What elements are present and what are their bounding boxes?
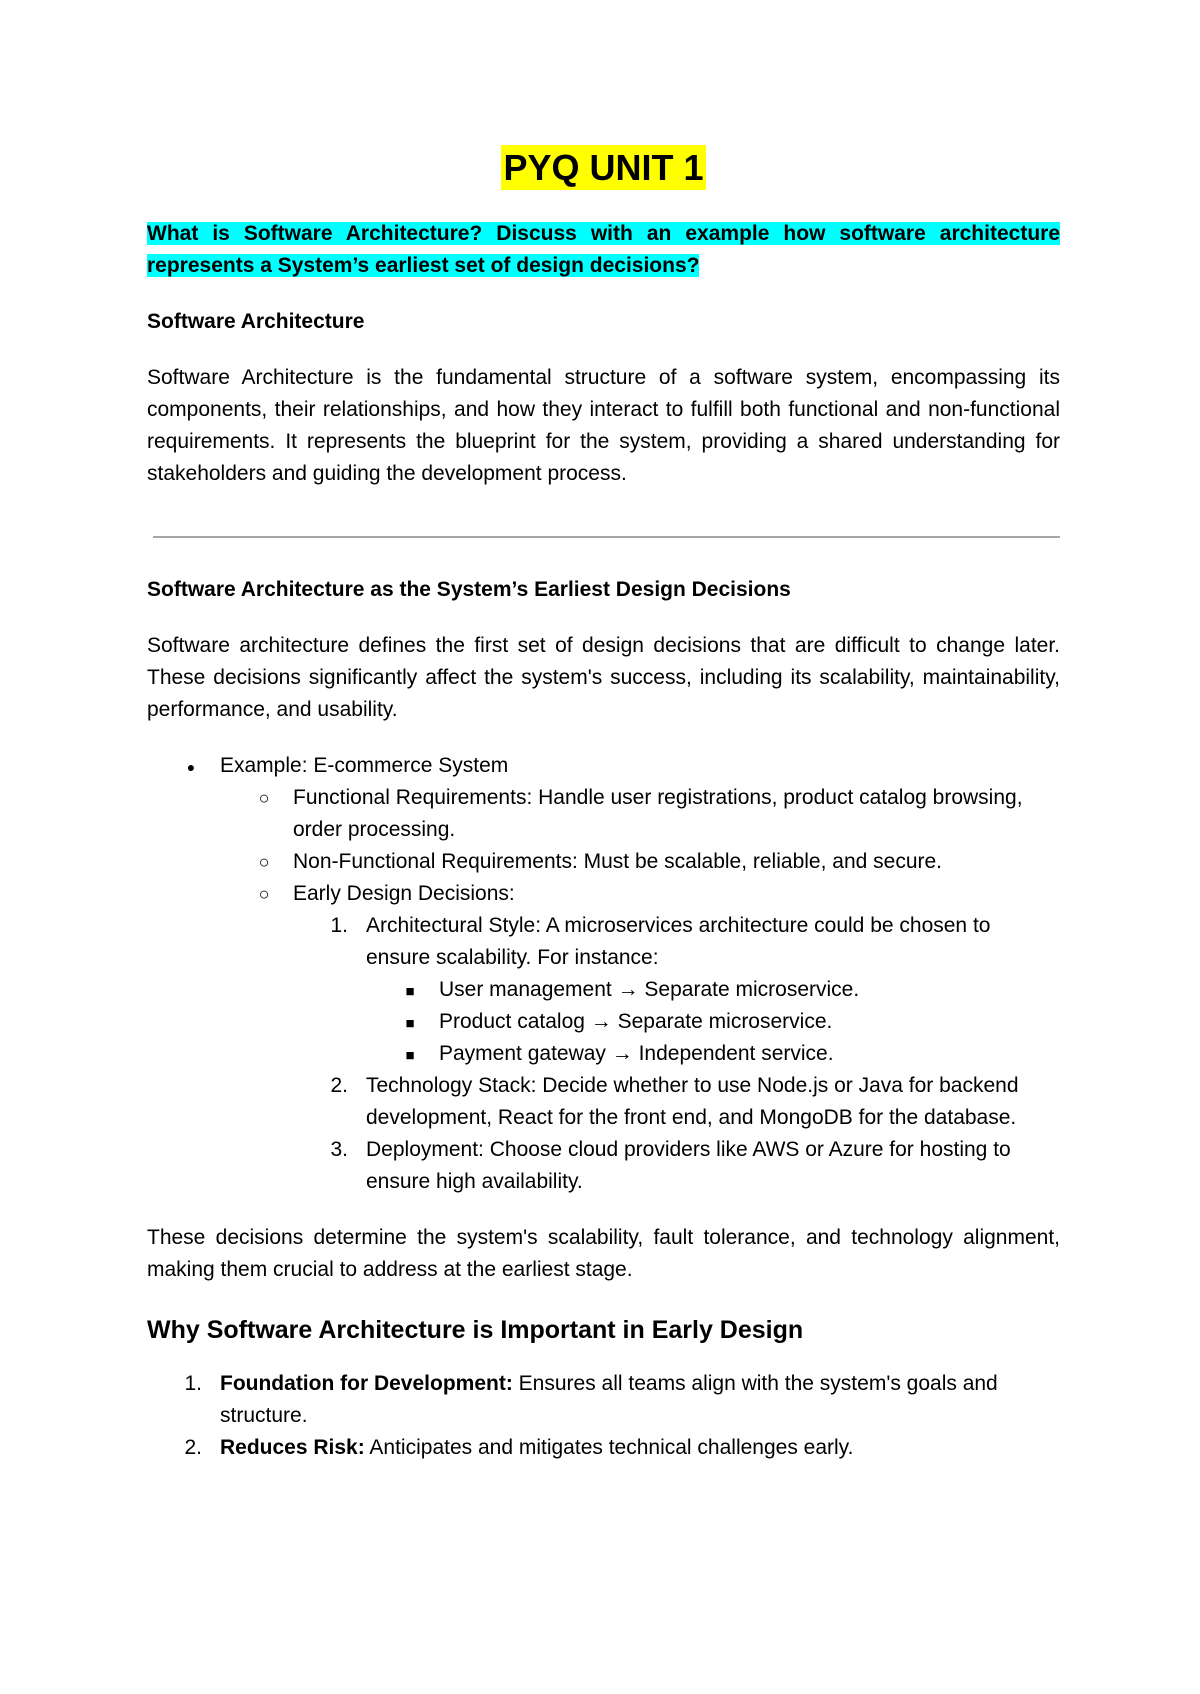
list-item <box>0 878 1060 910</box>
list-number: 3. <box>330 1138 348 1161</box>
list-item <box>0 974 1060 1006</box>
list-number: 2. <box>330 1074 348 1097</box>
horizontal-divider <box>153 536 1060 538</box>
list-item <box>0 782 1060 846</box>
section-heading-software-architecture: Software Architecture <box>147 310 365 333</box>
list-item <box>0 1070 1060 1134</box>
list-item <box>0 910 1060 974</box>
list-item-text: Product catalog → Separate microservice. <box>439 1010 833 1033</box>
list-item-text: Ensures all teams align with the system's goals and structure. <box>220 1372 998 1427</box>
list-item-text: Technology Stack: Decide whether to use Node.js or Java for backend development, React for the front end, and MongoDB for the database. <box>366 1074 1019 1129</box>
list-number: 1. <box>184 1372 202 1395</box>
example-list <box>0 750 1060 1198</box>
section-paragraph-definition: Software Architecture is the fundamental structure of a software system, encompassing its components, their relationships, and how they interact to fulfill both functional and non-functional requirements. It represents the blueprint for the system, providing a shared understanding for stakeholders and guiding the development process. <box>147 366 1060 485</box>
list-item-text: Early Design Decisions: <box>293 882 515 905</box>
section-paragraph-decisions: Software architecture defines the first set of design decisions that are difficult to change later. These decisions significantly affect the system's success, including its scalability, maintainability, performance, and usability. <box>147 634 1060 721</box>
list-item <box>0 750 1060 782</box>
importance-list <box>0 1368 1060 1464</box>
circle-bullet-icon <box>249 846 279 878</box>
bullet-icon <box>176 750 206 783</box>
question-text: What is Software Architecture? Discuss with an example how software architecture represents a System’s earliest set of design decisions? <box>147 222 1060 277</box>
circle-bullet-icon <box>249 878 279 910</box>
list-number: 1. <box>330 914 348 937</box>
list-item-text: Non-Functional Requirements: Must be scalable, reliable, and secure. <box>293 850 943 873</box>
list-item <box>0 1006 1060 1038</box>
list-item-text: Anticipates and mitigates technical challenges early. <box>364 1436 854 1459</box>
list-item-bold: Reduces Risk: <box>220 1436 365 1459</box>
list-number: 2. <box>184 1436 202 1459</box>
list-item-text: Example: E-commerce System <box>220 754 509 777</box>
circle-bullet-icon <box>249 782 279 814</box>
list-item-text: Payment gateway → Independent service. <box>439 1042 834 1065</box>
list-item <box>0 846 1060 878</box>
list-item <box>0 1038 1060 1070</box>
list-item-text: Deployment: Choose cloud providers like AWS or Azure for hosting to ensure high availability. <box>366 1138 1011 1193</box>
square-bullet-icon <box>395 1038 425 1072</box>
section-heading-importance: Why Software Architecture is Important in Early Design <box>147 1316 804 1344</box>
section-heading-earliest-decisions: Software Architecture as the System’s Earliest Design Decisions <box>147 578 791 601</box>
question-block <box>147 218 1060 282</box>
list-item-text: User management → Separate microservice. <box>439 978 860 1001</box>
list-item-text: Architectural Style: A microservices architecture could be chosen to ensure scalability. For instance: <box>366 914 991 969</box>
square-bullet-icon <box>395 1006 425 1040</box>
list-item-text: Functional Requirements: Handle user registrations, product catalog browsing, order processing. <box>293 786 1023 841</box>
list-item <box>0 1368 1060 1432</box>
list-item-bold: Foundation for Development: <box>220 1372 513 1395</box>
square-bullet-icon <box>395 974 425 1008</box>
list-item <box>0 1134 1060 1198</box>
document-title: PYQ UNIT 1 <box>503 147 704 188</box>
list-item <box>0 1432 1060 1464</box>
title-container <box>147 0 1060 190</box>
section-paragraph-conclusion: These decisions determine the system's scalability, fault tolerance, and technology alignment, making them crucial to address at the earliest stage. <box>147 1226 1060 1281</box>
